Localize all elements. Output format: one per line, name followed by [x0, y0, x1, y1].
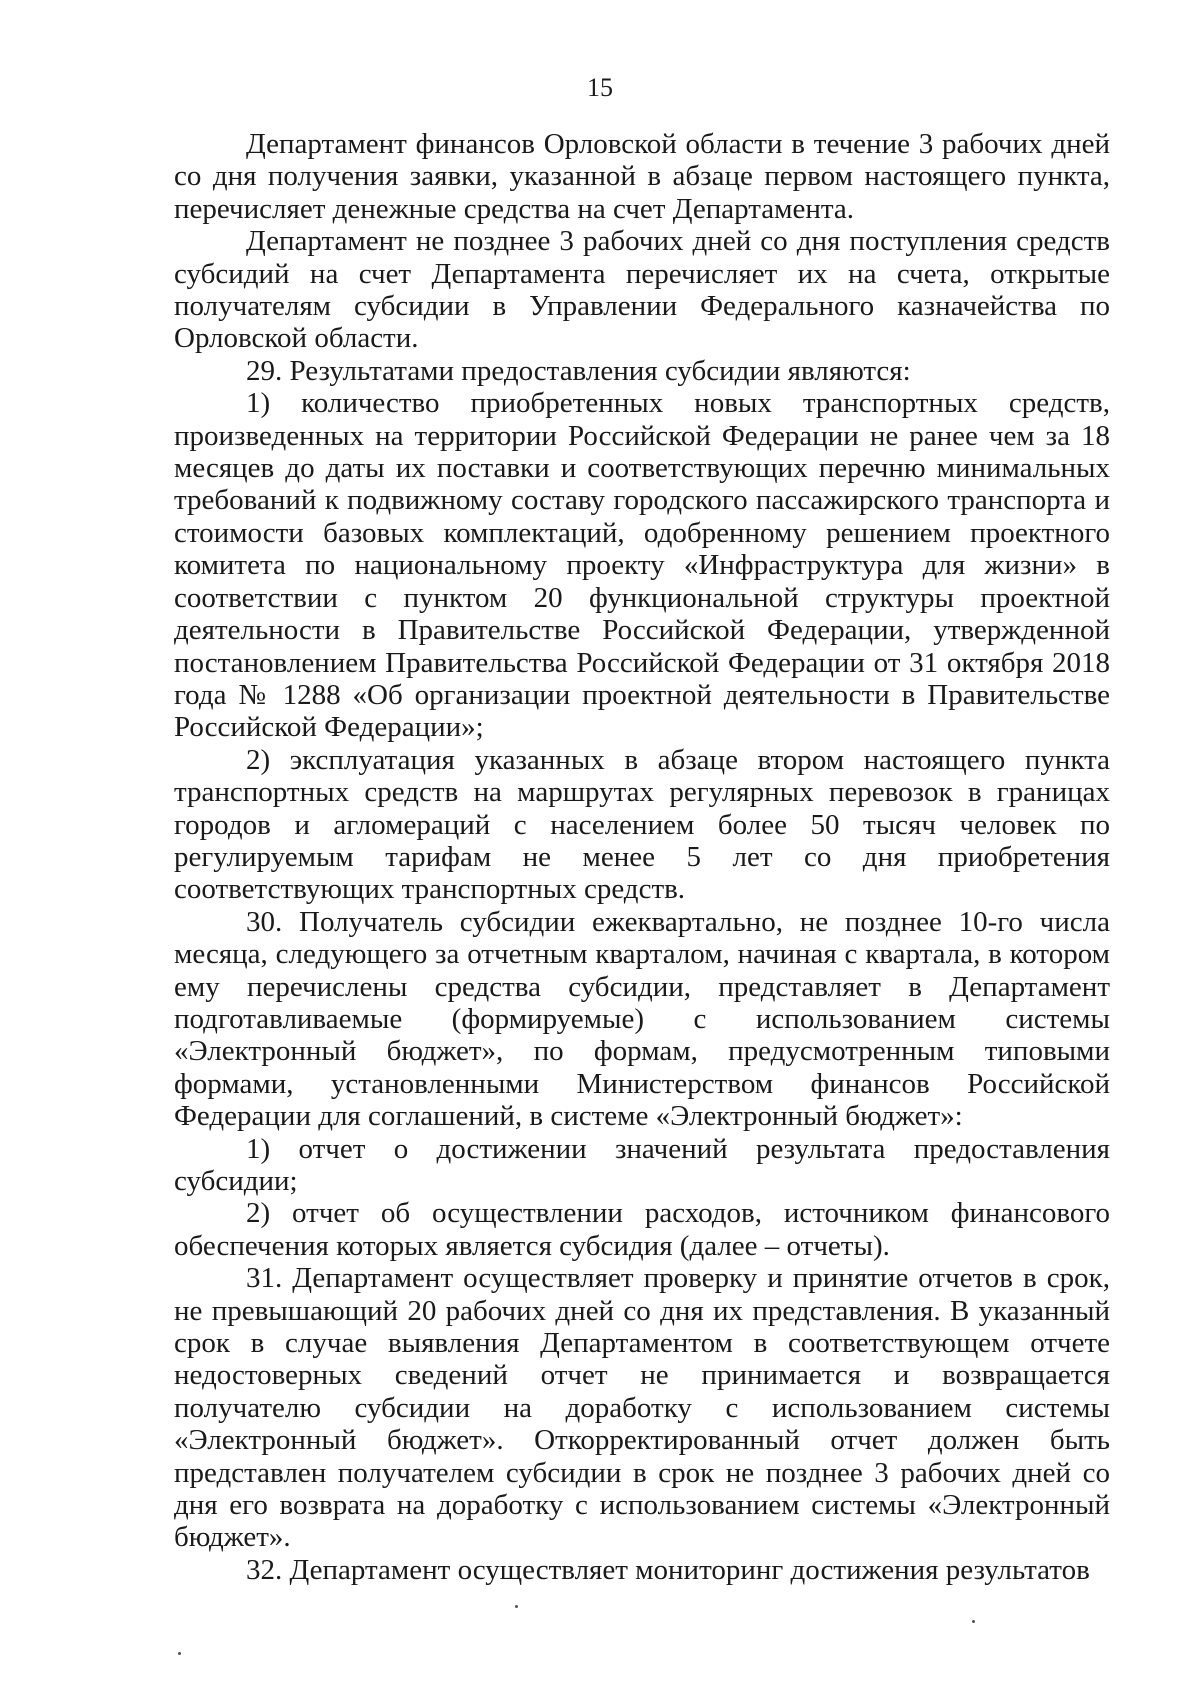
page-number: 15 — [587, 73, 613, 102]
paragraph-30-item-1: 1) отчет о достижении значений результата предоставления субсидии; — [174, 1132, 1110, 1197]
paragraph-31-report-verification: 31. Департамент осуществляет проверку и принятие отчетов в срок, не превышающий 20 рабочих дней со дня их представления. В указанный срок в случае выявления Департаментом в соответствующем отчете недостоверных сведений отчет не принимается и возвращается получателю субсидии на доработку с использованием системы «Электронный бюджет». Откорректированный отчет должен быть представлен получателем субсидии в срок не позднее 3 рабочих дней со дня его возврата на доработку с использованием системы «Электронный бюджет». — [174, 1262, 1110, 1554]
paragraph-29-item-1: 1) количество приобретенных новых транспортных средств, произведенных на территории Российской Федерации не ранее чем за 18 месяцев до даты их поставки и соответствующих перечню минимальных требований к подвижному составу городского пассажирского транспорта и стоимости базовых комплектаций, одобренному решением проектного комитета по национальному проекту «Инфраструктура для жизни» в соответствии с пунктом 20 функциональной структуры проектной деятельности в Правительстве Российской Федерации, утвержденной постановлением Правительства Российской Федерации от 31 октября 2018 года № 1288 «Об организации проектной деятельности в Правительстве Российской Федерации»; — [174, 387, 1110, 744]
scan-speck — [972, 1620, 975, 1623]
scan-speck — [178, 1652, 181, 1655]
paragraph-department-transfer-accounts: Департамент не позднее 3 рабочих дней со дня поступления средств субсидий на счет Департамента перечисляет их на счета, открытые получателям субсидии в Управлении Федерального казначейства по Орловской области. — [174, 225, 1110, 355]
paragraph-29-results-heading: 29. Результатами предоставления субсидии являются: — [246, 354, 911, 387]
paragraph-29-item-2: 2) эксплуатация указанных в абзаце втором настоящего пункта транспортных средств на маршрутах регулярных перевозок в границах городов и агломераций с населением более 50 тысяч человек по регулируемым тарифам не менее 5 лет со дня приобретения соответствующих транспортных средств. — [174, 743, 1110, 906]
paragraph-30-item-2: 2) отчет об осуществлении расходов, источником финансового обеспечения которых является субсидия (далее – отчеты). — [174, 1197, 1110, 1262]
scan-speck — [515, 1605, 518, 1608]
paragraph-32-monitoring: 32. Департамент осуществляет мониторинг достижения результатов — [246, 1553, 1090, 1586]
document-body — [174, 128, 1110, 1586]
paragraph-30-reporting: 30. Получатель субсидии ежеквартально, не позднее 10-го числа месяца, следующего за отчетным кварталом, начиная с квартала, в котором ему перечислены средства субсидии, представляет в Департамент подготавливаемые (формируемые) с использованием системы «Электронный бюджет», по формам, предусмотренным типовыми формами, установленными Министерством финансов Российской Федерации для соглашений, в системе «Электронный бюджет»: — [174, 905, 1110, 1133]
paragraph-finance-department-transfer: Департамент финансов Орловской области в течение 3 рабочих дней со дня получения заявки, указанной в абзаце первом настоящего пункта, перечисляет денежные средства на счет Департамента. — [174, 128, 1110, 225]
